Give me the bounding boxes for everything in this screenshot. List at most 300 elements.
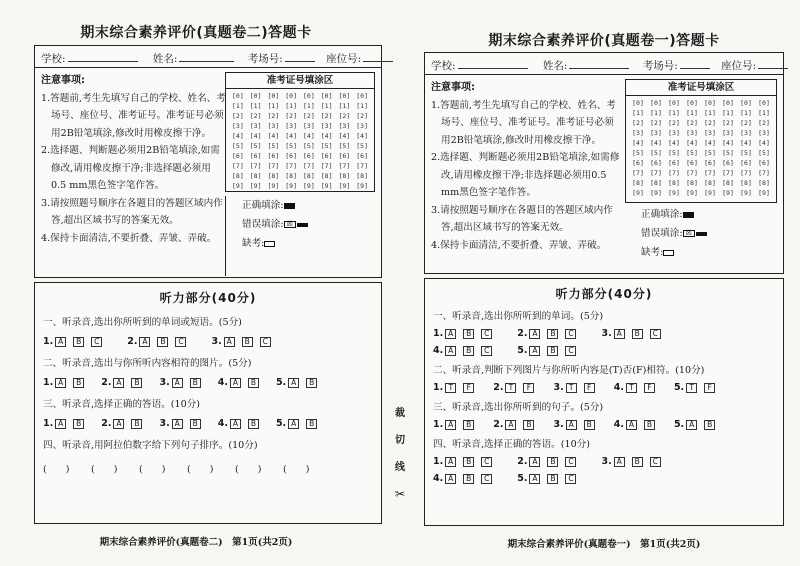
option-box-c[interactable]: C: [481, 329, 492, 339]
option-box-b[interactable]: B: [463, 474, 474, 484]
question-item: [433, 345, 499, 356]
id-bubble[interactable]: [3]: [267, 122, 280, 130]
page-title: 期末综合素养评价(真题卷二)答题卡: [80, 25, 312, 41]
id-bubble[interactable]: [6]: [686, 159, 698, 167]
option-box-c[interactable]: C: [565, 474, 576, 484]
id-bubble[interactable]: [4]: [704, 139, 716, 147]
question-number: 1.: [433, 328, 444, 339]
id-bubble[interactable]: [3]: [285, 122, 297, 130]
student-info-line: 学校: 姓名: 考场号: 座位号:: [35, 46, 381, 68]
id-bubble[interactable]: [6]: [758, 159, 770, 167]
id-bubble[interactable]: [6]: [632, 159, 644, 167]
id-bubble[interactable]: [2]: [632, 119, 644, 127]
id-bubble[interactable]: [6]: [704, 159, 716, 167]
absent-checkbox[interactable]: [264, 241, 275, 247]
option-box-a[interactable]: A: [113, 419, 124, 429]
id-bubble[interactable]: [4]: [303, 132, 315, 140]
id-bubble[interactable]: [5]: [722, 149, 734, 157]
option-box-a[interactable]: A: [172, 378, 183, 388]
id-bubble[interactable]: [8]: [758, 179, 770, 187]
option-box-b[interactable]: B: [131, 419, 142, 429]
notice-item: 4.保持卡面清洁,不要折叠、弄皱、弄破。: [431, 239, 607, 251]
id-bubble[interactable]: [7]: [722, 169, 734, 177]
id-bubble[interactable]: [5]: [320, 142, 333, 150]
option-box-t[interactable]: T: [626, 383, 637, 393]
id-bubble[interactable]: [7]: [338, 162, 351, 170]
id-bubble[interactable]: [6]: [267, 152, 280, 160]
id-bubble[interactable]: [2]: [285, 112, 297, 120]
id-bubble[interactable]: [0]: [285, 92, 297, 100]
info-box: [424, 52, 784, 274]
option-box-b[interactable]: B: [190, 378, 201, 388]
id-bubble[interactable]: [1]: [320, 102, 333, 110]
option-box-c[interactable]: C: [650, 457, 661, 467]
id-bubble[interactable]: [3]: [686, 129, 698, 137]
question-item: [601, 456, 667, 467]
id-bubble[interactable]: [7]: [650, 169, 662, 177]
id-bubble[interactable]: [8]: [303, 172, 315, 180]
id-bubble[interactable]: [2]: [303, 112, 315, 120]
id-bubble[interactable]: [1]: [686, 109, 698, 117]
question-item: [601, 328, 667, 339]
id-bubble[interactable]: [5]: [267, 142, 280, 150]
id-bubble[interactable]: [9]: [285, 182, 297, 190]
school-field[interactable]: [68, 52, 138, 62]
id-bubble[interactable]: [7]: [267, 162, 280, 170]
id-bubble[interactable]: [3]: [668, 129, 680, 137]
id-bubble[interactable]: [5]: [704, 149, 716, 157]
option-box-a[interactable]: A: [288, 378, 299, 388]
id-bubble[interactable]: [4]: [722, 139, 734, 147]
id-bubble[interactable]: [7]: [285, 162, 297, 170]
id-bubble[interactable]: [5]: [758, 149, 770, 157]
id-bubble[interactable]: [0]: [686, 99, 698, 107]
question-number: 5.: [517, 473, 528, 484]
id-bubble[interactable]: [6]: [338, 152, 351, 160]
id-bubble[interactable]: [1]: [267, 102, 280, 110]
name-field[interactable]: [179, 52, 234, 62]
seat-field[interactable]: [363, 52, 393, 62]
question-number: 2.: [493, 382, 504, 393]
id-bubble[interactable]: [0]: [740, 99, 752, 107]
id-bubble[interactable]: [8]: [650, 179, 662, 187]
id-bubble[interactable]: [2]: [232, 112, 244, 120]
id-bubble[interactable]: [7]: [704, 169, 716, 177]
room-field[interactable]: [680, 59, 710, 69]
id-bubble[interactable]: [8]: [267, 172, 280, 180]
id-bubble[interactable]: [6]: [740, 159, 752, 167]
option-box-a[interactable]: A: [566, 420, 577, 430]
option-box-a[interactable]: A: [614, 457, 625, 467]
id-bubble[interactable]: [9]: [758, 189, 770, 197]
question-item: [159, 418, 207, 429]
id-bubble[interactable]: [0]: [356, 92, 368, 100]
id-bubble[interactable]: [8]: [249, 172, 262, 180]
question-item: [211, 336, 277, 347]
id-bubble[interactable]: [3]: [704, 129, 716, 137]
option-box-b[interactable]: B: [190, 419, 201, 429]
id-bubble[interactable]: [4]: [686, 139, 698, 147]
id-bubble[interactable]: [8]: [320, 172, 333, 180]
id-bubble[interactable]: [9]: [686, 189, 698, 197]
id-bubble[interactable]: [2]: [740, 119, 752, 127]
section-title: 四、听录音,用阿拉伯数字给下列句子排序。(10分): [43, 440, 258, 451]
option-box-b[interactable]: B: [248, 378, 259, 388]
id-bubble[interactable]: [1]: [740, 109, 752, 117]
name-field[interactable]: [569, 59, 629, 69]
id-bubble[interactable]: [4]: [356, 132, 368, 140]
option-box-c[interactable]: C: [565, 346, 576, 356]
id-bubble[interactable]: [9]: [632, 189, 644, 197]
id-bubble[interactable]: [6]: [650, 159, 662, 167]
option-box-b[interactable]: B: [547, 329, 558, 339]
id-bubble[interactable]: [2]: [249, 112, 262, 120]
option-box-a[interactable]: A: [445, 457, 456, 467]
id-bubble-grid[interactable]: [626, 96, 776, 200]
option-box-a[interactable]: A: [113, 378, 124, 388]
id-bubble[interactable]: [2]: [686, 119, 698, 127]
id-bubble[interactable]: [9]: [320, 182, 333, 190]
id-bubble[interactable]: [7]: [758, 169, 770, 177]
section-title: 一、听录音,选出你所听到的单词。(5分): [433, 311, 604, 322]
option-box-c[interactable]: C: [481, 457, 492, 467]
option-box-b[interactable]: B: [248, 419, 259, 429]
option-box-b[interactable]: B: [131, 378, 142, 388]
id-bubble[interactable]: [6]: [249, 152, 262, 160]
option-box-a[interactable]: A: [139, 337, 150, 347]
option-box-b[interactable]: B: [547, 346, 558, 356]
id-bubble[interactable]: [9]: [356, 182, 368, 190]
id-bubble[interactable]: [4]: [232, 132, 244, 140]
section-title: 四、听录音,选择正确的答语。(10分): [433, 439, 591, 450]
option-box-f[interactable]: F: [644, 383, 655, 393]
option-box-b[interactable]: B: [547, 457, 558, 467]
id-bubble[interactable]: [0]: [232, 92, 244, 100]
option-box-a[interactable]: A: [224, 337, 235, 347]
option-box-a[interactable]: A: [445, 346, 456, 356]
id-bubble[interactable]: [6]: [356, 152, 368, 160]
option-box-b[interactable]: B: [306, 419, 317, 429]
id-bubble[interactable]: [3]: [740, 129, 752, 137]
id-bubble[interactable]: [0]: [650, 99, 662, 107]
question-item: [517, 328, 583, 339]
option-box-f[interactable]: F: [704, 383, 715, 393]
option-box-c[interactable]: C: [650, 329, 661, 339]
id-bubble[interactable]: [9]: [668, 189, 680, 197]
id-bubble[interactable]: [7]: [632, 169, 644, 177]
id-bubble[interactable]: [6]: [232, 152, 244, 160]
id-bubble-grid[interactable]: [226, 89, 374, 193]
school-field[interactable]: [458, 59, 528, 69]
id-bubble[interactable]: [1]: [650, 109, 662, 117]
id-bubble[interactable]: [5]: [686, 149, 698, 157]
id-bubble[interactable]: [1]: [668, 109, 680, 117]
option-box-a[interactable]: A: [230, 419, 241, 429]
id-bubble[interactable]: [1]: [232, 102, 244, 110]
option-box-f[interactable]: F: [584, 383, 595, 393]
id-bubble[interactable]: [4]: [285, 132, 297, 140]
id-bubble[interactable]: [1]: [704, 109, 716, 117]
id-bubble[interactable]: [0]: [632, 99, 644, 107]
question-item: [43, 336, 109, 347]
id-bubble[interactable]: [4]: [320, 132, 333, 140]
option-box-c[interactable]: C: [481, 474, 492, 484]
id-bubble[interactable]: [8]: [232, 172, 244, 180]
question-item: [614, 419, 662, 430]
id-bubble[interactable]: [9]: [249, 182, 262, 190]
id-bubble[interactable]: [0]: [704, 99, 716, 107]
option-box-a[interactable]: A: [172, 419, 183, 429]
id-bubble[interactable]: [3]: [303, 122, 315, 130]
id-bubble[interactable]: [1]: [722, 109, 734, 117]
option-box-b[interactable]: B: [157, 337, 168, 347]
question-number: 1.: [43, 377, 54, 388]
id-bubble[interactable]: [8]: [722, 179, 734, 187]
option-box-t[interactable]: T: [505, 383, 516, 393]
question-item: [101, 377, 149, 388]
id-bubble[interactable]: [3]: [632, 129, 644, 137]
seat-field[interactable]: [758, 59, 788, 69]
option-box-c[interactable]: C: [260, 337, 271, 347]
option-box-a[interactable]: A: [529, 457, 540, 467]
id-bubble[interactable]: [3]: [338, 122, 351, 130]
option-box-b[interactable]: B: [306, 378, 317, 388]
option-box-b[interactable]: B: [463, 420, 474, 430]
id-bubble[interactable]: [5]: [232, 142, 244, 150]
option-box-a[interactable]: A: [686, 420, 697, 430]
id-bubble[interactable]: [1]: [285, 102, 297, 110]
id-bubble[interactable]: [6]: [303, 152, 315, 160]
id-bubble[interactable]: [2]: [704, 119, 716, 127]
id-bubble[interactable]: [7]: [686, 169, 698, 177]
id-bubble[interactable]: [9]: [267, 182, 280, 190]
id-bubble[interactable]: [7]: [303, 162, 315, 170]
answer-row: [35, 336, 381, 347]
answer-row: [35, 377, 381, 388]
option-box-a[interactable]: A: [614, 329, 625, 339]
id-bubble[interactable]: [7]: [232, 162, 244, 170]
id-bubble[interactable]: [6]: [668, 159, 680, 167]
notice-item: 3.请按照题号顺序在各题目的答题区域内作答,超出区域书写的答案无效。: [41, 197, 223, 226]
notice: 注意事项: 1.答题前,考生先填写自己的学校、姓名、考场号、座位号、准考证号。准考证号必须用2B铅笔填涂,修改时用橡皮擦干净。 2.选择题、判断题必须用2B铅笔填涂,如需修改,请用橡皮擦干净;非选择题必须用0.5 mm黑色签字笔作答。 3.请按照题号顺序在各题目的答题区域内作答,超出区域书写的答案无效。 4.保持卡面清洁,不要折叠、弄皱、弄破。: [41, 72, 226, 247]
id-bubble[interactable]: [5]: [285, 142, 297, 150]
option-box-b[interactable]: B: [463, 457, 474, 467]
question-number: 1.: [433, 382, 444, 393]
id-bubble[interactable]: [5]: [650, 149, 662, 157]
id-bubble[interactable]: [0]: [249, 92, 262, 100]
id-bubble[interactable]: [4]: [632, 139, 644, 147]
id-bubble[interactable]: [0]: [668, 99, 680, 107]
id-bubble[interactable]: [4]: [740, 139, 752, 147]
scissors-icon: ✂: [394, 487, 406, 501]
option-box-c[interactable]: C: [565, 457, 576, 467]
id-bubble[interactable]: [1]: [303, 102, 315, 110]
id-bubble[interactable]: [5]: [303, 142, 315, 150]
id-bubble[interactable]: [9]: [650, 189, 662, 197]
id-bubble[interactable]: [0]: [338, 92, 351, 100]
id-bubble[interactable]: [4]: [650, 139, 662, 147]
id-bubble[interactable]: [9]: [740, 189, 752, 197]
option-box-a[interactable]: A: [445, 474, 456, 484]
option-box-t[interactable]: T: [686, 383, 697, 393]
option-box-c[interactable]: C: [565, 329, 576, 339]
question-number: 4.: [433, 345, 444, 356]
option-box-a[interactable]: A: [529, 346, 540, 356]
option-box-a[interactable]: A: [529, 329, 540, 339]
id-bubble[interactable]: [7]: [249, 162, 262, 170]
id-bubble[interactable]: [4]: [267, 132, 280, 140]
option-box-f[interactable]: F: [523, 383, 534, 393]
question-number: 1.: [43, 418, 54, 429]
id-bubble[interactable]: [2]: [338, 112, 351, 120]
option-box-b[interactable]: B: [523, 420, 534, 430]
question-item: [493, 382, 541, 393]
id-bubble[interactable]: [1]: [338, 102, 351, 110]
option-box-a[interactable]: A: [445, 420, 456, 430]
option-box-b[interactable]: B: [463, 346, 474, 356]
id-bubble[interactable]: [1]: [758, 109, 770, 117]
id-bubble[interactable]: [8]: [740, 179, 752, 187]
question-number: 3.: [211, 336, 222, 347]
id-bubble[interactable]: [3]: [232, 122, 244, 130]
room-field[interactable]: [285, 52, 315, 62]
id-bubble[interactable]: [6]: [722, 159, 734, 167]
id-bubble[interactable]: [2]: [758, 119, 770, 127]
id-bubble[interactable]: [2]: [650, 119, 662, 127]
option-box-c[interactable]: C: [481, 346, 492, 356]
option-box-b[interactable]: B: [73, 419, 84, 429]
id-bubble[interactable]: [0]: [303, 92, 315, 100]
option-box-a[interactable]: A: [445, 329, 456, 339]
answer-row: [425, 328, 783, 339]
question-item: [276, 377, 324, 388]
id-bubble[interactable]: [5]: [338, 142, 351, 150]
id-bubble[interactable]: [1]: [632, 109, 644, 117]
id-bubble[interactable]: [5]: [740, 149, 752, 157]
answer-row: [425, 473, 783, 484]
id-bubble[interactable]: [2]: [668, 119, 680, 127]
option-box-t[interactable]: T: [445, 383, 456, 393]
option-box-c[interactable]: C: [175, 337, 186, 347]
id-bubble[interactable]: [8]: [668, 179, 680, 187]
id-bubble[interactable]: [0]: [320, 92, 333, 100]
id-bubble[interactable]: [1]: [249, 102, 262, 110]
option-box-t[interactable]: T: [566, 383, 577, 393]
option-box-a[interactable]: A: [230, 378, 241, 388]
notice-item: 2.选择题、判断题必须用2B铅笔填涂,如需修改,请用橡皮擦干净;非选择题必须用0.5 mm黑色签字笔作答。: [431, 152, 620, 198]
option-box-b[interactable]: B: [632, 329, 643, 339]
id-bubble[interactable]: [8]: [686, 179, 698, 187]
id-bubble[interactable]: [7]: [320, 162, 333, 170]
question-number: 3.: [601, 328, 612, 339]
option-box-b[interactable]: B: [704, 420, 715, 430]
question-number: 3.: [553, 382, 564, 393]
id-bubble[interactable]: [9]: [722, 189, 734, 197]
id-bubble[interactable]: [3]: [650, 129, 662, 137]
option-box-a[interactable]: A: [288, 419, 299, 429]
id-bubble[interactable]: [7]: [740, 169, 752, 177]
id-bubble[interactable]: [0]: [722, 99, 734, 107]
section-title: 三、听录音,选出你所听到的句子。(5分): [433, 402, 604, 413]
option-box-b[interactable]: B: [73, 337, 84, 347]
id-bubble[interactable]: [3]: [249, 122, 262, 130]
id-bubble[interactable]: [5]: [632, 149, 644, 157]
option-box-a[interactable]: A: [55, 419, 66, 429]
id-bubble[interactable]: [8]: [356, 172, 368, 180]
option-box-a[interactable]: A: [626, 420, 637, 430]
option-box-b[interactable]: B: [242, 337, 253, 347]
option-box-c[interactable]: C: [91, 337, 102, 347]
option-box-b[interactable]: B: [632, 457, 643, 467]
option-box-b[interactable]: B: [547, 474, 558, 484]
id-bubble[interactable]: [6]: [320, 152, 333, 160]
option-box-a[interactable]: A: [55, 378, 66, 388]
id-bubble[interactable]: [3]: [758, 129, 770, 137]
question-item: [674, 419, 722, 430]
id-bubble[interactable]: [5]: [668, 149, 680, 157]
id-bubble[interactable]: [5]: [356, 142, 368, 150]
question-number: 2.: [127, 336, 138, 347]
question-item: [553, 419, 601, 430]
absent-checkbox[interactable]: [663, 250, 674, 256]
question-number: 4.: [217, 418, 228, 429]
id-bubble[interactable]: [8]: [285, 172, 297, 180]
question-item: [43, 377, 91, 388]
option-box-b[interactable]: B: [463, 329, 474, 339]
id-bubble[interactable]: [6]: [285, 152, 297, 160]
id-bubble[interactable]: [2]: [722, 119, 734, 127]
option-box-a[interactable]: A: [505, 420, 516, 430]
id-bubble[interactable]: [4]: [758, 139, 770, 147]
id-bubble[interactable]: [7]: [356, 162, 368, 170]
id-bubble[interactable]: [2]: [267, 112, 280, 120]
id-bubble[interactable]: [5]: [249, 142, 262, 150]
id-bubble[interactable]: [3]: [722, 129, 734, 137]
id-bubble[interactable]: [8]: [338, 172, 351, 180]
question-number: 5.: [673, 382, 685, 393]
id-bubble[interactable]: [8]: [704, 179, 716, 187]
id-bubble[interactable]: [7]: [668, 169, 680, 177]
id-bubble[interactable]: [4]: [249, 132, 262, 140]
id-bubble[interactable]: [8]: [632, 179, 644, 187]
id-bubble[interactable]: [9]: [704, 189, 716, 197]
id-bubble[interactable]: [1]: [356, 102, 368, 110]
id-bubble[interactable]: [4]: [668, 139, 680, 147]
listening-title: 听力部分(40分): [555, 287, 653, 301]
id-bubble[interactable]: [0]: [267, 92, 280, 100]
question-item: [493, 419, 541, 430]
id-bubble[interactable]: [2]: [320, 112, 333, 120]
option-box-b[interactable]: B: [644, 420, 655, 430]
id-bubble[interactable]: [9]: [232, 182, 244, 190]
option-box-a[interactable]: A: [55, 337, 66, 347]
id-bubble[interactable]: [3]: [320, 122, 333, 130]
option-box-b[interactable]: B: [73, 378, 84, 388]
option-box-a[interactable]: A: [529, 474, 540, 484]
question-item: [433, 419, 481, 430]
id-bubble[interactable]: [4]: [338, 132, 351, 140]
option-box-b[interactable]: B: [584, 420, 595, 430]
option-box-f[interactable]: F: [463, 383, 474, 393]
id-bubble[interactable]: [2]: [356, 112, 368, 120]
id-bubble[interactable]: [0]: [758, 99, 770, 107]
question-item: [127, 336, 193, 347]
id-bubble[interactable]: [9]: [303, 182, 315, 190]
question-number: 1.: [433, 419, 444, 430]
id-bubble[interactable]: [3]: [356, 122, 368, 130]
id-bubble[interactable]: [9]: [338, 182, 351, 190]
question-item: [614, 382, 662, 393]
